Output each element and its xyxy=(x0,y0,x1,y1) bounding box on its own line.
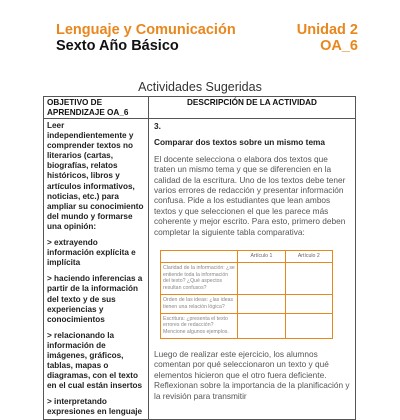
comparison-cell xyxy=(238,262,285,294)
comparison-row xyxy=(161,262,333,294)
comparison-criterion: Orden de las ideas: ¿las ideas tienen una relación lógica? xyxy=(161,295,238,314)
table-row xyxy=(44,119,356,420)
comparison-header-article1: Artículo 1 xyxy=(238,251,285,263)
comparison-row xyxy=(161,313,333,338)
activity-title: Comparar dos textos sobre un mismo tema xyxy=(154,137,326,148)
activity-paragraph-2: Luego de realizar este ejercicio, los alumnos comentan por qué seleccionaron un texto y qué elementos hicieron que el otro fuera deficiente. Reflexionan sobre la importancia de la planificación y la revisión para transmitir xyxy=(154,349,350,401)
table-header-row xyxy=(44,97,356,119)
comparison-cell xyxy=(285,295,332,314)
objective-item: > interpretando expresiones en lenguaje xyxy=(47,397,143,417)
comparison-header-row xyxy=(161,251,333,263)
section-title: Actividades Sugeridas xyxy=(138,80,262,94)
unit-title: Unidad 2 xyxy=(296,22,358,38)
objective-item: > relacionando la información de imágenes, gráficos, tablas, mapas o diagramas, con el texto en el cual están insertos xyxy=(47,330,143,391)
activity-number: 3. xyxy=(154,121,161,131)
objective-code: OA_6 xyxy=(320,38,358,54)
header-left xyxy=(56,22,236,54)
objective-cell xyxy=(44,119,149,420)
comparison-row xyxy=(161,295,333,314)
comparison-criterion: Escritura: ¿presenta el texto errores de redacción? Mencione algunos ejemplos. xyxy=(161,313,238,338)
objective-intro: Leer independientemente y comprender textos no literarios (cartas, biografías, relatos históricos, libros y artículos informativos, noticias, etc.) para ampliar su conocimiento del mundo y formarse una opinión: xyxy=(47,121,144,231)
objective-item: > extrayendo información explícita e implícita xyxy=(47,238,136,268)
comparison-criterion: Claridad de la información: ¿se entiende toda la información del texto? ¿Qué aspectos resultan confusos? xyxy=(161,262,238,294)
comparison-cell xyxy=(238,295,285,314)
grade-title: Sexto Año Básico xyxy=(56,38,179,54)
subject-title: Lenguaje y Comunicación xyxy=(56,22,236,38)
description-header: DESCRIPCIÓN DE LA ACTIVIDAD xyxy=(149,97,356,119)
comparison-cell xyxy=(238,313,285,338)
comparison-header-empty xyxy=(161,251,238,263)
activity-paragraph: El docente selecciona o elabora dos textos que traten un mismo tema y que se diferencien en la calidad de la escritura. Uno de los textos debe tener varios errores de redacción y presentar información confusa. Pide a los estudiantes que lean ambos textos y que seleccionen el que les parece más coherente y mejor escrito. Para esto, primero deben completar la siguiente tabla comparativa: xyxy=(154,153,346,237)
objective-item: > haciendo inferencias a partir de la información del texto y de sus experiencias y conocimientos xyxy=(47,274,143,324)
activities-table xyxy=(43,96,356,420)
comparison-cell xyxy=(285,313,332,338)
comparison-header-article2: Artículo 2 xyxy=(285,251,332,263)
objective-header: OBJETIVO DE APRENDIZAJE OA_6 xyxy=(44,97,149,119)
header-right xyxy=(297,22,358,54)
comparison-table xyxy=(160,250,333,339)
description-cell xyxy=(149,119,356,420)
comparison-cell xyxy=(285,262,332,294)
